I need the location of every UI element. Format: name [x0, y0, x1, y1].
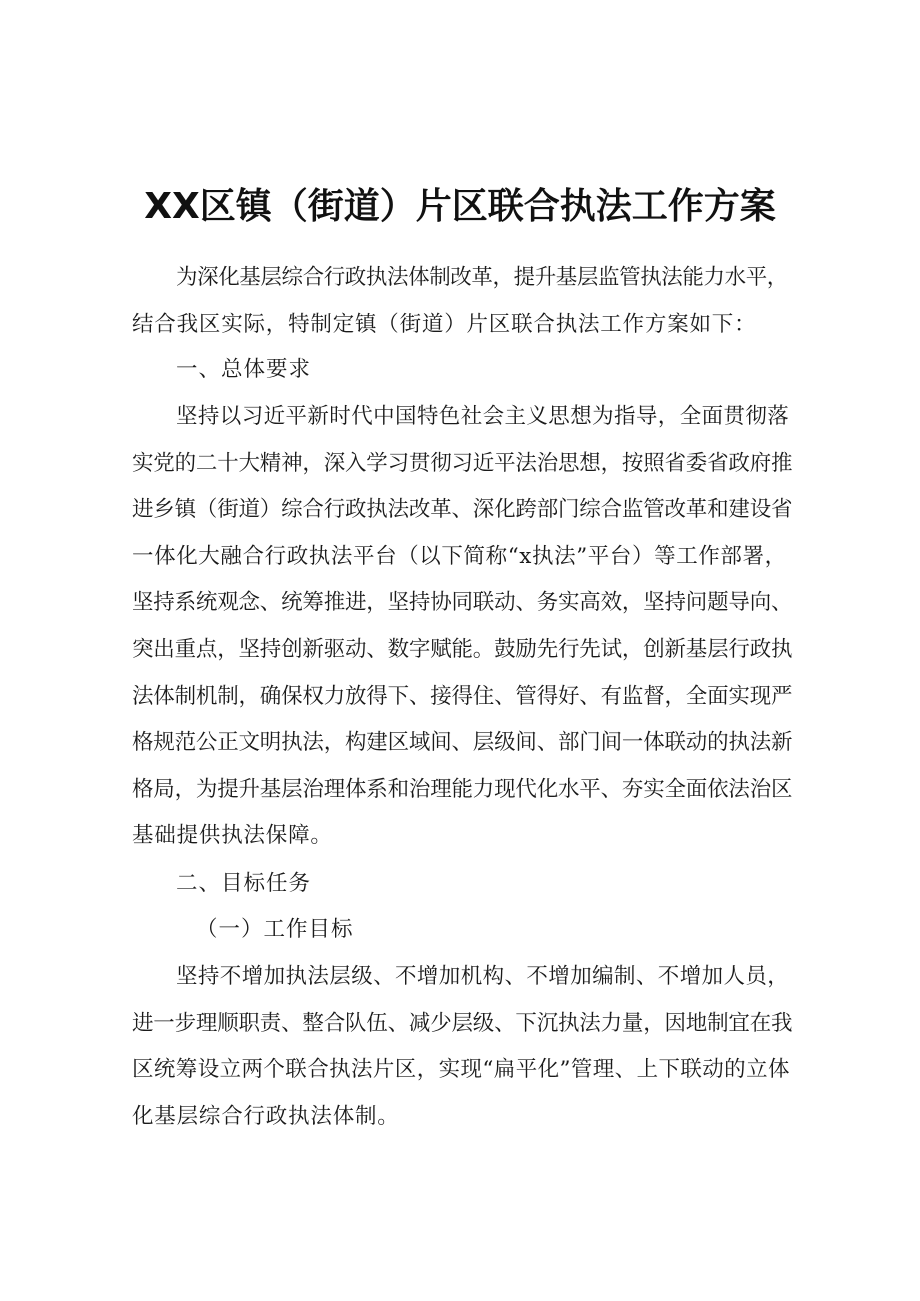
intro-line: 为深化基层综合行政执法体制改革，提升基层监管执法能力水平，	[176, 265, 788, 290]
intro-line: 结合我区实际，特制定镇（街道）片区联合执法工作方案如下：	[132, 311, 757, 337]
paragraph-line: 进一步理顺职责、整合队伍、减少层级、下沉执法力量，因地制宜在我	[132, 1010, 793, 1036]
paragraph-line: 格规范公正文明执法，构建区域间、层级间、部门间一体联动的执法新	[132, 730, 793, 756]
intro-paragraph	[132, 255, 792, 348]
subsection-heading-work-goals: （一）工作目标	[196, 917, 354, 942]
paragraph-line: 进乡镇（街道）综合行政执法改革、深化跨部门综合监管改革和建设省	[132, 497, 793, 523]
paragraph-line: 突出重点，坚持创新驱动、数字赋能。鼓励先行先试，创新基层行政执	[132, 636, 793, 662]
paragraph-line: 化基层综合行政执法体制。	[132, 1103, 400, 1129]
paragraph-line: 法体制机制，确保权力放得下、接得住、管得好、有监督，全面实现严	[132, 683, 793, 709]
paragraph-line: 区统筹设立两个联合执法片区，实现“扁平化”管理、上下联动的立体	[132, 1057, 790, 1083]
paragraph-line: 坚持不增加执法层级、不增加机构、不增加编制、不增加人员，	[176, 964, 790, 989]
paragraph-line: 坚持系统观念、统筹推进，坚持协同联动、务实高效，坚持问题导向、	[132, 590, 793, 616]
section-heading-goals-tasks: 二、目标任务	[176, 871, 312, 896]
paragraph-line: 格局，为提升基层治理体系和治理能力现代化水平、夯实全面依法治区	[132, 776, 793, 802]
general-requirements-paragraph	[132, 394, 792, 860]
paragraph-line: 坚持以习近平新时代中国特色社会主义思想为指导，全面贯彻落	[176, 404, 790, 429]
document-title: XX区镇（街道）片区联合执法工作方案	[144, 186, 776, 227]
paragraph-line: 实党的二十大精神，深入学习贯彻习近平法治思想，按照省委省政府推	[132, 450, 793, 476]
work-goals-paragraph	[132, 954, 792, 1140]
section-heading-general-requirements: 一、总体要求	[176, 357, 312, 382]
paragraph-line: 基础提供执法保障。	[132, 823, 333, 849]
paragraph-line: 一体化大融合行政执法平台（以下简称“x执法”平台）等工作部署，	[132, 543, 787, 569]
